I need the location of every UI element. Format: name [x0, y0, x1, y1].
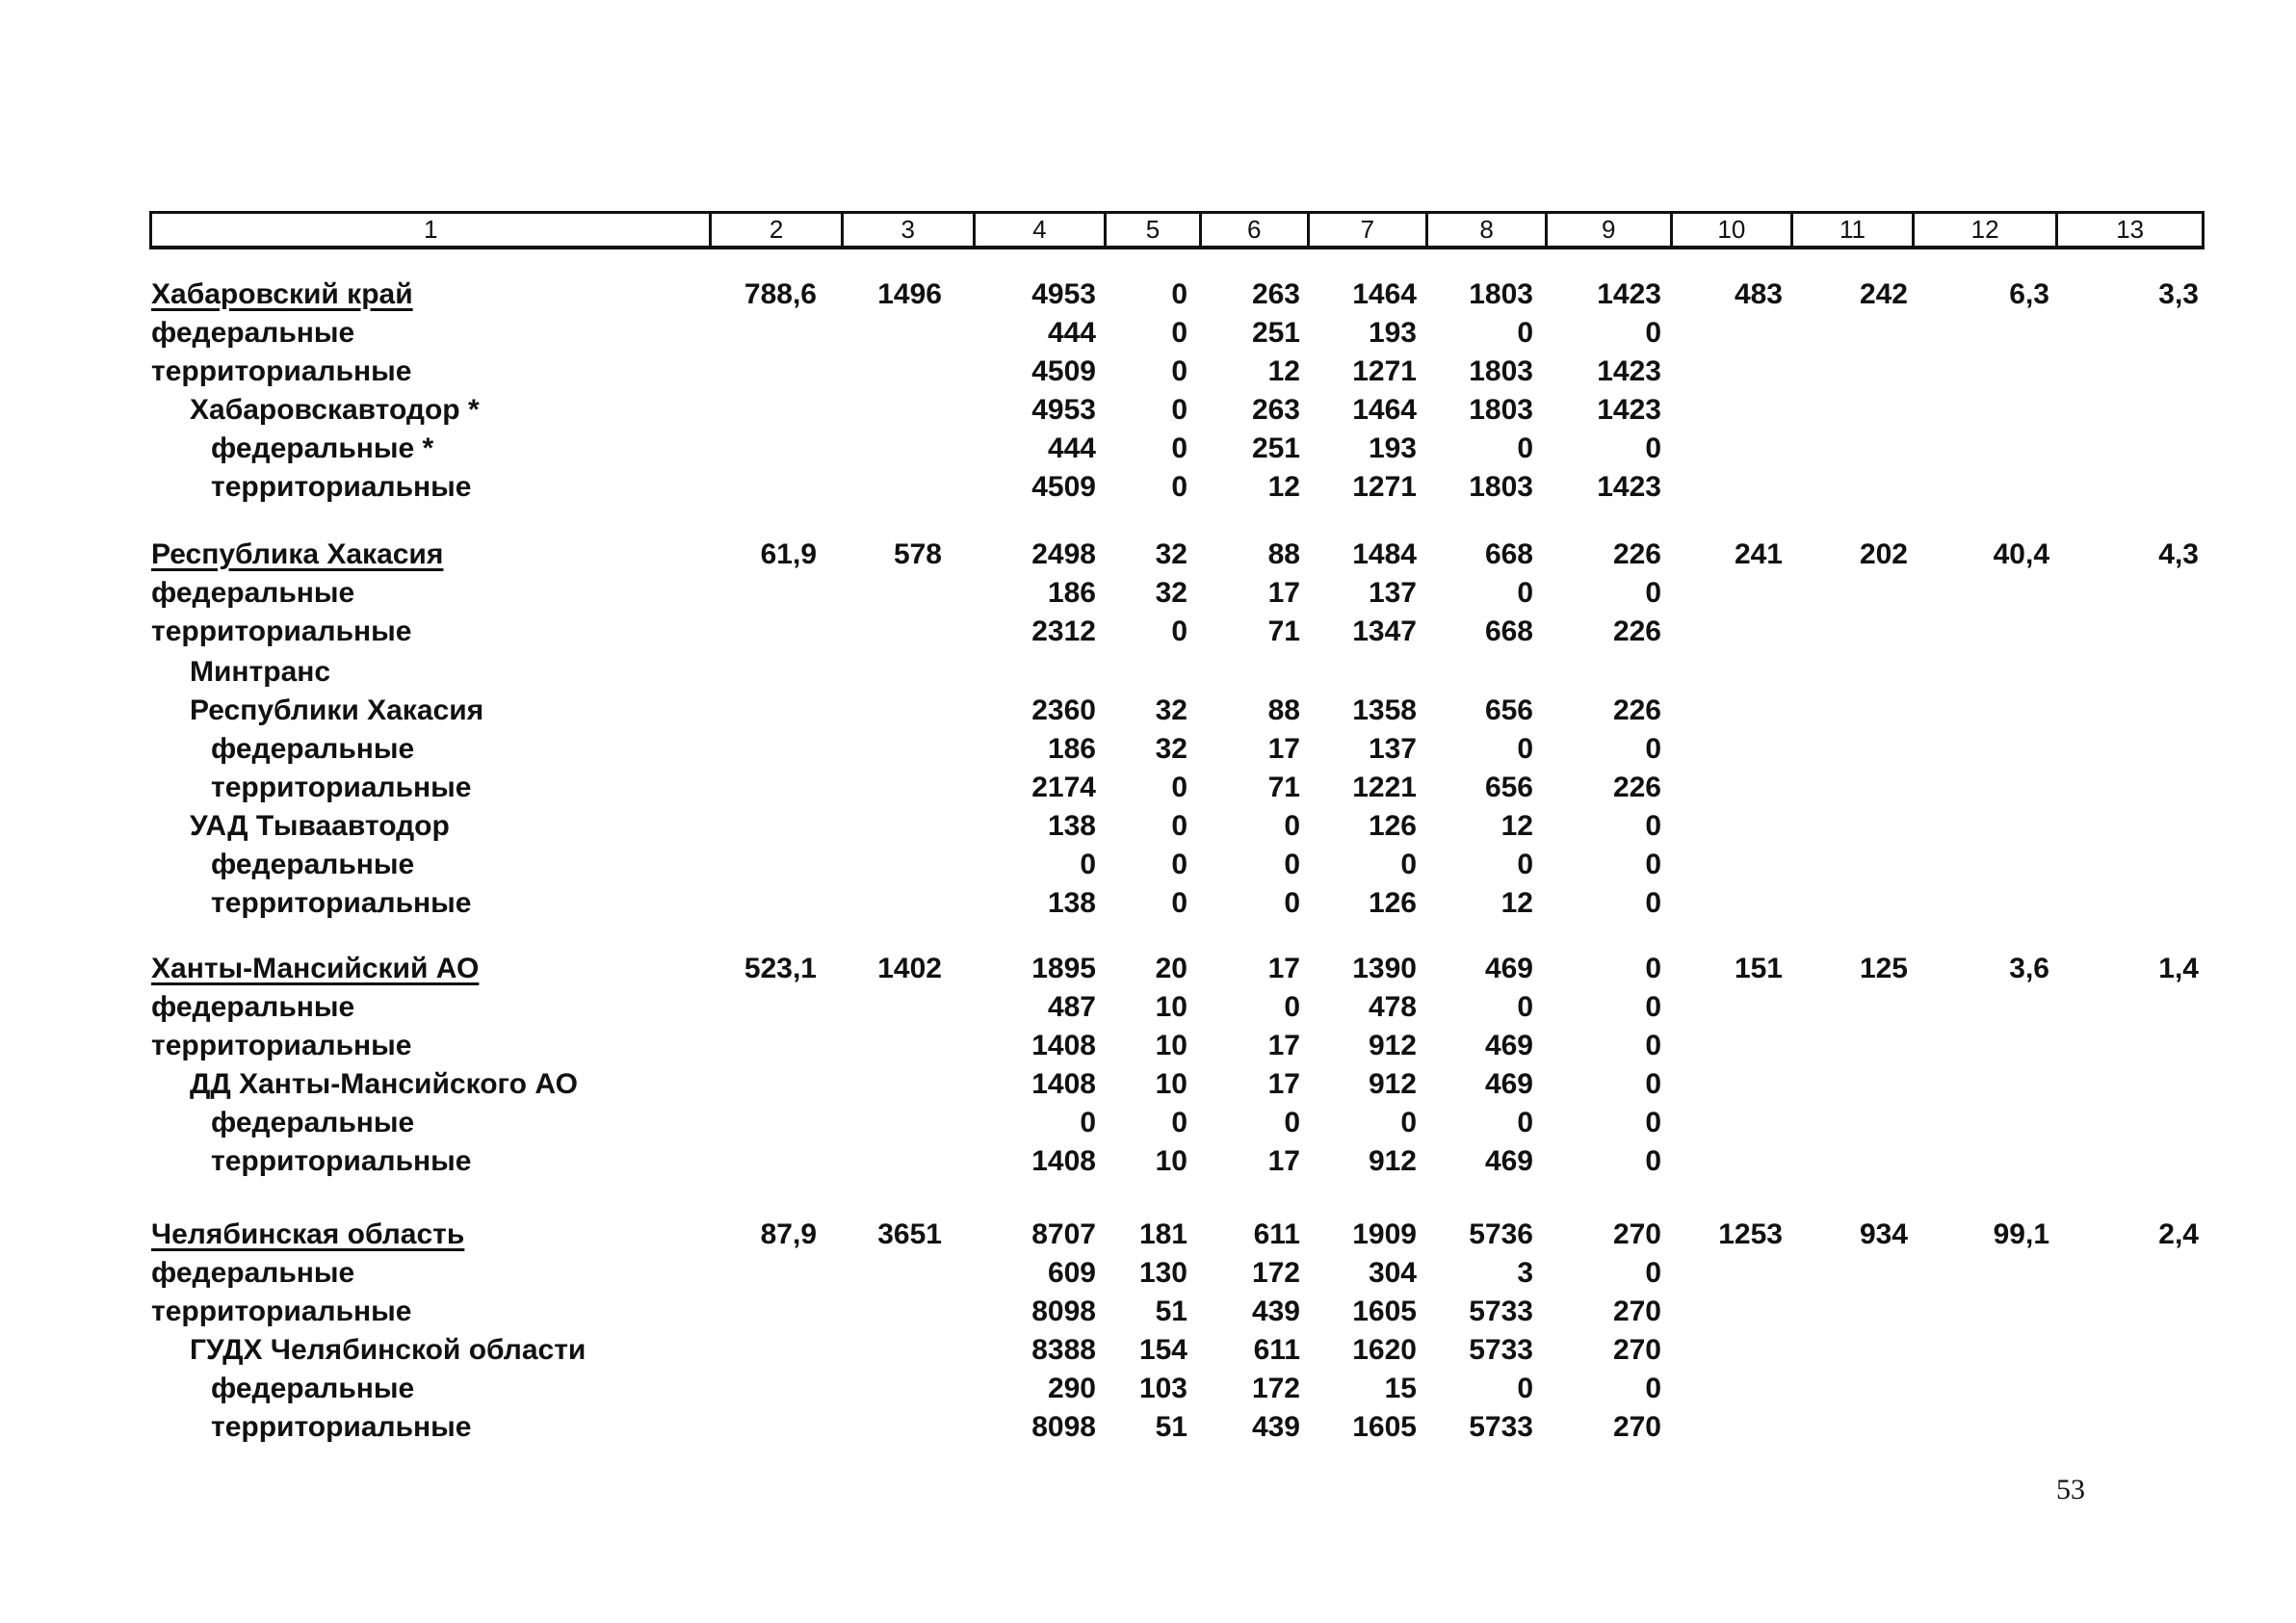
cell-col-9: 1423 [1597, 355, 1661, 387]
cell-col-8: 1803 [1469, 278, 1533, 310]
row-label: Хабаровскавтодор * [190, 394, 480, 426]
cell-col-3: 3651 [877, 1218, 942, 1250]
table-row [0, 1370, 2296, 1408]
cell-col-8: 5736 [1469, 1218, 1533, 1250]
row-label: федеральные [151, 991, 355, 1023]
cell-col-10: 1253 [1718, 1218, 1783, 1250]
cell-col-4: 186 [1047, 577, 1096, 609]
cell-col-8: 0 [1517, 849, 1533, 880]
cell-col-4: 487 [1047, 991, 1096, 1023]
cell-col-6: 172 [1251, 1373, 1300, 1404]
cell-col-6: 263 [1251, 278, 1300, 310]
row-label: федеральные [151, 317, 355, 349]
header-col-7: 7 [1307, 214, 1426, 246]
cell-col-7: 193 [1368, 317, 1417, 349]
cell-col-9: 270 [1612, 1334, 1661, 1366]
table-row [0, 314, 2296, 353]
cell-col-6: 251 [1251, 432, 1300, 464]
cell-col-9: 0 [1645, 991, 1661, 1023]
table-row [0, 1293, 2296, 1331]
header-col-12: 12 [1912, 214, 2056, 246]
cell-col-2: 61,9 [760, 538, 817, 570]
table-row [0, 807, 2296, 846]
table-row [0, 884, 2296, 923]
cell-col-5: 0 [1171, 1107, 1187, 1139]
cell-col-9: 0 [1645, 1257, 1661, 1289]
cell-col-7: 126 [1368, 887, 1417, 919]
cell-col-7: 1605 [1352, 1296, 1417, 1327]
row-label: Минтранс [190, 656, 331, 688]
cell-col-5: 103 [1138, 1373, 1187, 1404]
header-col-5: 5 [1104, 214, 1199, 246]
cell-col-8: 12 [1500, 810, 1533, 842]
cell-col-3: 1496 [877, 278, 942, 310]
table-row [0, 574, 2296, 613]
cell-col-8: 0 [1517, 1373, 1533, 1404]
table-row [0, 275, 2296, 314]
cell-col-4: 4953 [1031, 394, 1096, 426]
cell-col-6: 0 [1284, 810, 1300, 842]
cell-col-8: 3 [1517, 1257, 1533, 1289]
cell-col-9: 270 [1612, 1296, 1661, 1327]
row-label: территориальные [151, 1296, 412, 1327]
header-col-3: 3 [841, 214, 973, 246]
header-col-4: 4 [973, 214, 1105, 246]
cell-col-8: 5733 [1469, 1411, 1533, 1443]
table-row [0, 769, 2296, 807]
cell-col-6: 611 [1253, 1218, 1300, 1250]
cell-col-4: 2174 [1031, 772, 1096, 803]
cell-col-4: 0 [1080, 849, 1096, 880]
row-label: территориальные [211, 887, 472, 919]
row-label: территориальные [211, 471, 472, 503]
cell-col-7: 1464 [1352, 278, 1417, 310]
header-col-2: 2 [709, 214, 841, 246]
cell-col-7: 1909 [1352, 1218, 1417, 1250]
row-label: территориальные [211, 772, 472, 803]
cell-col-13: 1,4 [2158, 953, 2199, 984]
cell-col-4: 1408 [1031, 1145, 1096, 1177]
cell-col-9: 0 [1645, 849, 1661, 880]
cell-col-8: 668 [1484, 615, 1533, 647]
row-label: территориальные [151, 615, 412, 647]
row-label: УАД Тываавтодор [190, 810, 450, 842]
cell-col-7: 912 [1368, 1145, 1417, 1177]
column-number-header [149, 211, 2205, 249]
table-row [0, 730, 2296, 769]
cell-col-6: 0 [1284, 1107, 1300, 1139]
cell-col-6: 17 [1267, 1030, 1300, 1061]
table-row [0, 1331, 2296, 1370]
row-label: федеральные [211, 1373, 415, 1404]
cell-col-11: 934 [1859, 1218, 1908, 1250]
table-row [0, 846, 2296, 884]
cell-col-8: 0 [1517, 317, 1533, 349]
table-row [0, 1142, 2296, 1181]
cell-col-5: 130 [1138, 1257, 1187, 1289]
cell-col-5: 10 [1155, 1068, 1187, 1100]
cell-col-2: 87,9 [760, 1218, 817, 1250]
cell-col-7: 137 [1368, 577, 1417, 609]
table-row [0, 988, 2296, 1027]
cell-col-4: 290 [1047, 1373, 1096, 1404]
cell-col-5: 0 [1171, 317, 1187, 349]
cell-col-5: 10 [1155, 991, 1187, 1023]
cell-col-7: 1221 [1352, 772, 1417, 803]
cell-col-8: 469 [1484, 1030, 1533, 1061]
cell-col-10: 483 [1734, 278, 1783, 310]
row-label: ГУДХ Челябинской области [190, 1334, 587, 1366]
header-col-10: 10 [1670, 214, 1791, 246]
cell-col-9: 0 [1645, 953, 1661, 984]
cell-col-4: 8707 [1031, 1218, 1096, 1250]
cell-col-7: 1390 [1352, 953, 1417, 984]
cell-col-11: 242 [1859, 278, 1908, 310]
cell-col-6: 172 [1251, 1257, 1300, 1289]
cell-col-7: 478 [1368, 991, 1417, 1023]
cell-col-5: 0 [1171, 887, 1187, 919]
row-label: ДД Ханты-Мансийского АО [190, 1068, 578, 1100]
cell-col-9: 0 [1645, 887, 1661, 919]
cell-col-5: 32 [1155, 694, 1187, 726]
cell-col-4: 4953 [1031, 278, 1096, 310]
cell-col-7: 1620 [1352, 1334, 1417, 1366]
cell-col-11: 202 [1859, 538, 1908, 570]
cell-col-9: 226 [1612, 772, 1661, 803]
table-row [0, 653, 2296, 692]
cell-col-9: 0 [1645, 432, 1661, 464]
cell-col-7: 1347 [1352, 615, 1417, 647]
cell-col-4: 609 [1047, 1257, 1096, 1289]
cell-col-5: 51 [1155, 1411, 1187, 1443]
table-row [0, 692, 2296, 730]
row-label: территориальные [211, 1411, 472, 1443]
cell-col-4: 186 [1047, 733, 1096, 765]
cell-col-8: 469 [1484, 1068, 1533, 1100]
cell-col-6: 71 [1267, 772, 1300, 803]
cell-col-5: 20 [1155, 953, 1187, 984]
cell-col-6: 17 [1267, 733, 1300, 765]
cell-col-9: 0 [1645, 810, 1661, 842]
header-col-1: 1 [423, 215, 438, 244]
header-col-13: 13 [2055, 214, 2202, 246]
header-col-11: 11 [1790, 214, 1912, 246]
cell-col-6: 12 [1267, 471, 1300, 503]
cell-col-9: 0 [1645, 317, 1661, 349]
cell-col-4: 138 [1047, 810, 1096, 842]
cell-col-5: 0 [1171, 772, 1187, 803]
cell-col-6: 439 [1251, 1296, 1300, 1327]
cell-col-8: 0 [1517, 733, 1533, 765]
cell-col-4: 4509 [1031, 471, 1096, 503]
cell-col-6: 71 [1267, 615, 1300, 647]
cell-col-4: 1408 [1031, 1068, 1096, 1100]
cell-col-5: 10 [1155, 1145, 1187, 1177]
cell-col-5: 10 [1155, 1030, 1187, 1061]
region-name: Республика Хакасия [151, 538, 444, 570]
cell-col-5: 51 [1155, 1296, 1187, 1327]
cell-col-8: 469 [1484, 953, 1533, 984]
region-name: Ханты-Мансийский АО [151, 953, 480, 984]
cell-col-4: 2498 [1031, 538, 1096, 570]
cell-col-9: 270 [1612, 1218, 1661, 1250]
page-number: 53 [2056, 1474, 2085, 1505]
cell-col-12: 40,4 [1993, 538, 2049, 570]
cell-col-9: 0 [1645, 1068, 1661, 1100]
cell-col-4: 0 [1080, 1107, 1096, 1139]
cell-col-4: 1408 [1031, 1030, 1096, 1061]
cell-col-9: 226 [1612, 538, 1661, 570]
cell-col-5: 0 [1171, 849, 1187, 880]
row-label: федеральные [211, 1107, 415, 1139]
cell-col-9: 0 [1645, 577, 1661, 609]
cell-col-5: 0 [1171, 355, 1187, 387]
cell-col-8: 668 [1484, 538, 1533, 570]
cell-col-5: 0 [1171, 471, 1187, 503]
cell-col-6: 17 [1267, 1068, 1300, 1100]
cell-col-9: 1423 [1597, 394, 1661, 426]
cell-col-12: 6,3 [2009, 278, 2049, 310]
cell-col-5: 32 [1155, 577, 1187, 609]
cell-col-10: 151 [1734, 953, 1783, 984]
cell-col-7: 912 [1368, 1068, 1417, 1100]
cell-col-5: 0 [1171, 394, 1187, 426]
table-row [0, 1216, 2296, 1254]
cell-col-8: 12 [1500, 887, 1533, 919]
cell-col-9: 270 [1612, 1411, 1661, 1443]
cell-col-5: 32 [1155, 538, 1187, 570]
cell-col-4: 4509 [1031, 355, 1096, 387]
cell-col-7: 1464 [1352, 394, 1417, 426]
cell-col-9: 226 [1612, 694, 1661, 726]
cell-col-6: 0 [1284, 849, 1300, 880]
table-row [0, 1254, 2296, 1293]
cell-col-5: 0 [1171, 278, 1187, 310]
cell-col-2: 788,6 [744, 278, 817, 310]
cell-col-7: 1271 [1352, 471, 1417, 503]
cell-col-6: 17 [1267, 577, 1300, 609]
cell-col-2: 523,1 [744, 953, 817, 984]
table-row [0, 468, 2296, 507]
cell-col-4: 1895 [1031, 953, 1096, 984]
region-name: Хабаровский край [151, 278, 413, 310]
cell-col-8: 0 [1517, 991, 1533, 1023]
row-label: федеральные * [211, 432, 434, 464]
cell-col-5: 154 [1138, 1334, 1187, 1366]
cell-col-7: 137 [1368, 733, 1417, 765]
cell-col-3: 1402 [877, 953, 942, 984]
row-label: федеральные [151, 1257, 355, 1289]
cell-col-9: 0 [1645, 1107, 1661, 1139]
cell-col-6: 88 [1267, 694, 1300, 726]
cell-col-6: 88 [1267, 538, 1300, 570]
cell-col-7: 15 [1384, 1373, 1417, 1404]
table-row [0, 950, 2296, 988]
cell-col-7: 193 [1368, 432, 1417, 464]
cell-col-7: 126 [1368, 810, 1417, 842]
table-row [0, 536, 2296, 574]
table-row [0, 1065, 2296, 1104]
row-label: территориальные [151, 355, 412, 387]
cell-col-3: 578 [893, 538, 942, 570]
table-row [0, 613, 2296, 651]
cell-col-9: 0 [1645, 733, 1661, 765]
cell-col-13: 4,3 [2158, 538, 2199, 570]
cell-col-7: 1271 [1352, 355, 1417, 387]
cell-col-6: 17 [1267, 953, 1300, 984]
cell-col-8: 1803 [1469, 355, 1533, 387]
cell-col-10: 241 [1734, 538, 1783, 570]
cell-col-9: 0 [1645, 1373, 1661, 1404]
cell-col-6: 611 [1253, 1334, 1300, 1366]
row-label: территориальные [151, 1030, 412, 1061]
cell-col-9: 1423 [1597, 471, 1661, 503]
row-label: территориальные [211, 1145, 472, 1177]
cell-col-4: 444 [1047, 432, 1096, 464]
cell-col-8: 5733 [1469, 1296, 1533, 1327]
table-row [0, 430, 2296, 468]
cell-col-6: 263 [1251, 394, 1300, 426]
cell-col-4: 2312 [1031, 615, 1096, 647]
header-col-6: 6 [1199, 214, 1307, 246]
cell-col-4: 2360 [1031, 694, 1096, 726]
cell-col-6: 17 [1267, 1145, 1300, 1177]
cell-col-12: 3,6 [2009, 953, 2049, 984]
cell-col-6: 251 [1251, 317, 1300, 349]
table-row [0, 353, 2296, 391]
cell-col-7: 912 [1368, 1030, 1417, 1061]
cell-col-7: 1358 [1352, 694, 1417, 726]
cell-col-7: 0 [1400, 849, 1417, 880]
cell-col-7: 1605 [1352, 1411, 1417, 1443]
cell-col-5: 0 [1171, 615, 1187, 647]
cell-col-5: 181 [1138, 1218, 1187, 1250]
header-col-9: 9 [1545, 214, 1670, 246]
cell-col-4: 8098 [1031, 1296, 1096, 1327]
region-name: Челябинская область [151, 1218, 465, 1250]
cell-col-11: 125 [1859, 953, 1908, 984]
cell-col-8: 5733 [1469, 1334, 1533, 1366]
cell-col-8: 0 [1517, 577, 1533, 609]
row-label: федеральные [151, 577, 355, 609]
cell-col-7: 1484 [1352, 538, 1417, 570]
cell-col-9: 0 [1645, 1145, 1661, 1177]
table-row [0, 391, 2296, 430]
cell-col-6: 0 [1284, 991, 1300, 1023]
cell-col-4: 8098 [1031, 1411, 1096, 1443]
cell-col-13: 3,3 [2158, 278, 2199, 310]
cell-col-5: 0 [1171, 432, 1187, 464]
cell-col-5: 32 [1155, 733, 1187, 765]
cell-col-9: 226 [1612, 615, 1661, 647]
cell-col-4: 138 [1047, 887, 1096, 919]
cell-col-7: 0 [1400, 1107, 1417, 1139]
cell-col-6: 439 [1251, 1411, 1300, 1443]
table-row [0, 1027, 2296, 1065]
row-label: Республики Хакасия [190, 694, 484, 726]
table-row [0, 1104, 2296, 1142]
cell-col-8: 656 [1484, 772, 1533, 803]
cell-col-8: 1803 [1469, 471, 1533, 503]
cell-col-6: 0 [1284, 887, 1300, 919]
cell-col-4: 444 [1047, 317, 1096, 349]
cell-col-8: 469 [1484, 1145, 1533, 1177]
cell-col-6: 12 [1267, 355, 1300, 387]
cell-col-12: 99,1 [1993, 1218, 2049, 1250]
table-row [0, 1408, 2296, 1447]
cell-col-9: 1423 [1597, 278, 1661, 310]
cell-col-9: 0 [1645, 1030, 1661, 1061]
cell-col-8: 0 [1517, 1107, 1533, 1139]
cell-col-8: 1803 [1469, 394, 1533, 426]
cell-col-13: 2,4 [2158, 1218, 2199, 1250]
row-label: федеральные [211, 733, 415, 765]
row-label: федеральные [211, 849, 415, 880]
cell-col-8: 0 [1517, 432, 1533, 464]
cell-col-8: 656 [1484, 694, 1533, 726]
cell-col-4: 8388 [1031, 1334, 1096, 1366]
header-col-8: 8 [1425, 214, 1545, 246]
cell-col-7: 304 [1368, 1257, 1417, 1289]
cell-col-5: 0 [1171, 810, 1187, 842]
